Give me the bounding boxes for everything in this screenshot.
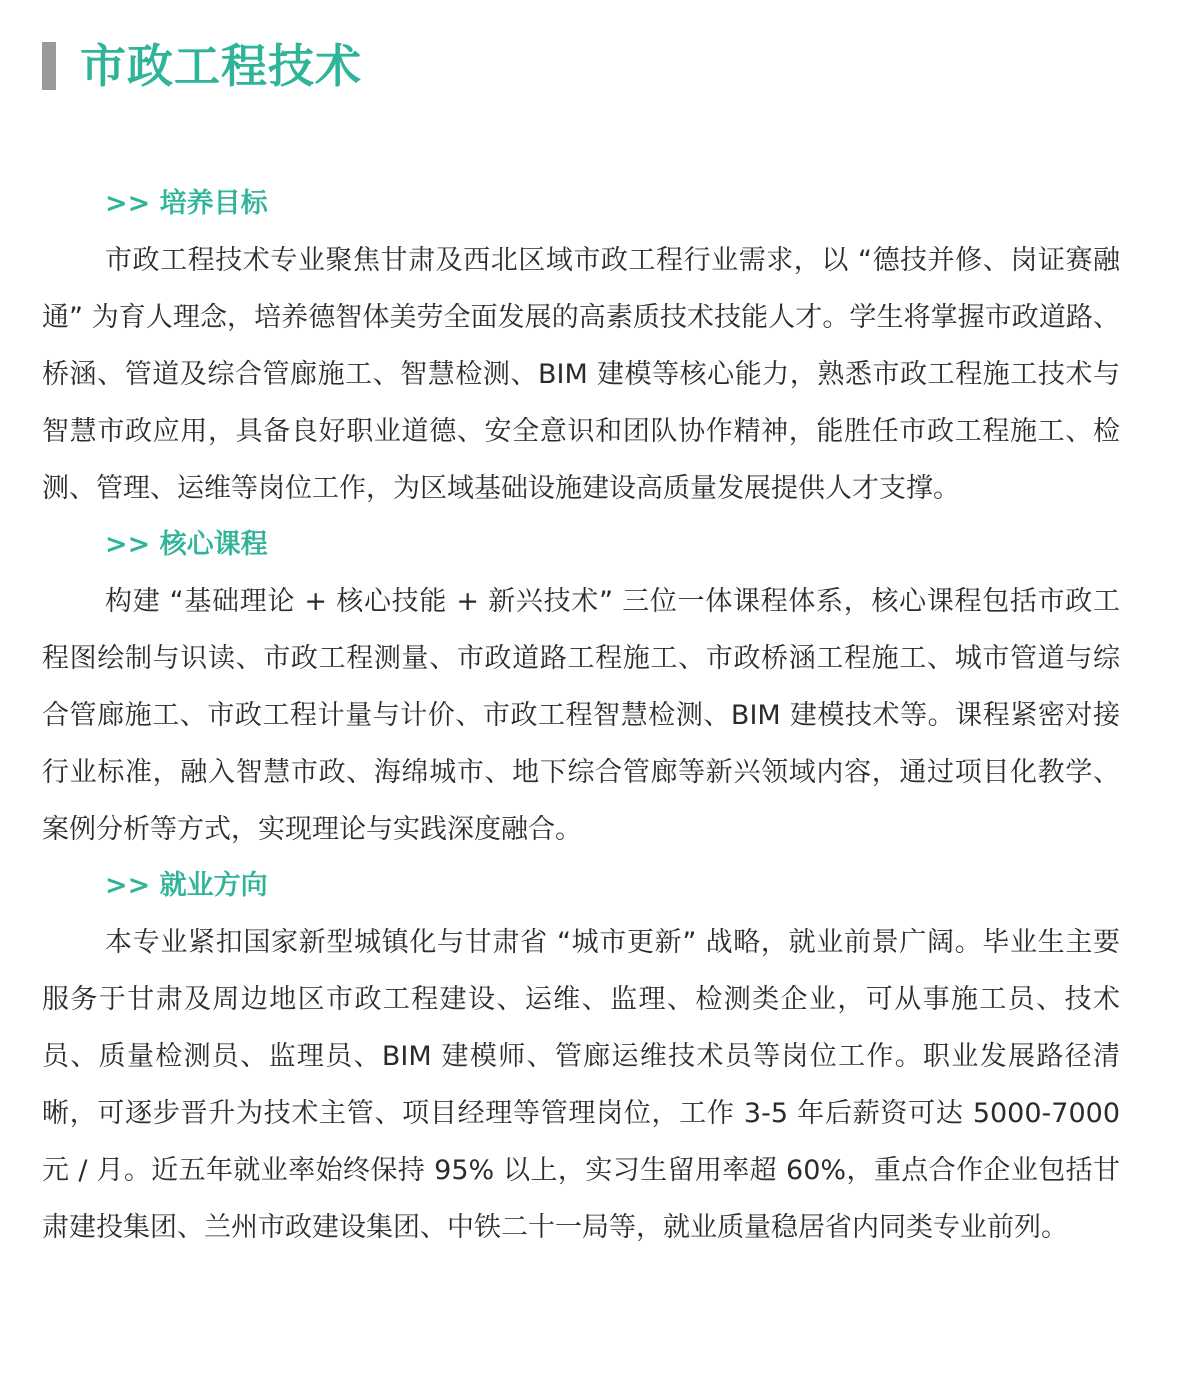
section-core-courses [42, 517, 1120, 858]
section-career-direction [42, 858, 1120, 1256]
section-body-core-courses: 构建 “基础理论 + 核心技能 + 新兴技术” 三位一体课程体系，核心课程包括市政工程图绘制与识读、市政工程测量、市政道路工程施工、市政桥涵工程施工、城市管道与综合管廊施工、市政工程计量与计价、市政工程智慧检测、BIM 建模技术等。课程紧密对接行业标准，融入智慧市政、海绵城市、地下综合管廊等新兴领域内容，通过项目化教学、案例分析等方式，实现理论与实践深度融合。 [42, 586, 1120, 845]
section-training-goals [42, 176, 1120, 517]
section-body-career-direction: 本专业紧扣国家新型城镇化与甘肃省 “城市更新” 战略，就业前景广阔。毕业生主要服务于甘肃及周边地区市政工程建设、运维、监理、检测类企业，可从事施工员、技术员、质量检测员、监理员、BIM 建模师、管廊运维技术员等岗位工作。职业发展路径清晰，可逐步晋升为技术主管、项目经理等管理岗位，工作 3-5 年后薪资可达 5000-7000 元 / 月。近五年就业率始终保持 95% 以上，实习生留用率超 60%，重点合作企业包括甘肃建投集团、兰州市政建设集团、中铁二十一局等，就业质量稳居省内同类专业前列。 [42, 927, 1120, 1243]
title-accent-bar [42, 42, 56, 90]
section-body-training-goals: 市政工程技术专业聚焦甘肃及西北区域市政工程行业需求，以 “德技并修、岗证赛融通” 为育人理念，培养德智体美劳全面发展的高素质技术技能人才。学生将掌握市政道路、桥涵、管道及综合管廊施工、智慧检测、BIM 建模等核心能力，熟悉市政工程施工技术与智慧市政应用，具备良好职业道德、安全意识和团队协作精神，能胜任市政工程施工、检测、管理、运维等岗位工作，为区域基础设施建设高质量发展提供人才支撑。 [42, 245, 1120, 504]
section-heading-career-direction: >> 就业方向 [105, 870, 268, 901]
section-heading-core-courses: >> 核心课程 [105, 529, 268, 560]
page-title: 市政工程技术 [80, 39, 362, 93]
section-heading-training-goals: >> 培养目标 [105, 188, 268, 219]
content-area [42, 176, 1120, 1256]
